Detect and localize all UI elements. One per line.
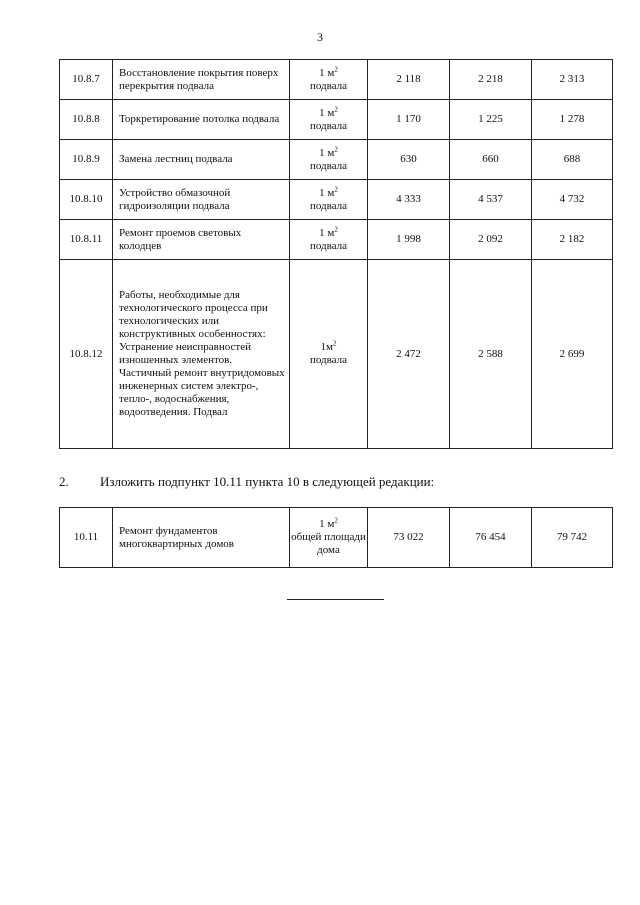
table-row (60, 220, 613, 260)
row-code: 10.8.12 (60, 260, 113, 449)
table-row (60, 100, 613, 140)
row-description: Замена лестниц подвала (113, 140, 290, 180)
row-unit: 1 $м^2$ подвала (290, 140, 368, 180)
row-value-2: 660 (450, 140, 532, 180)
row-value-3: 4 732 (532, 180, 613, 220)
row-value-2: 2 092 (450, 220, 532, 260)
row-value-3: 2 313 (532, 60, 613, 100)
table-row (60, 260, 613, 449)
row-code: 10.11 (60, 508, 113, 568)
row-unit: $1м^2$ подвала (290, 260, 368, 449)
row-unit: 1 $м^2$ подвала (290, 60, 368, 100)
row-description: Торкретирование потолка подвала (113, 100, 290, 140)
row-description: Ремонт фундаментов многоквартирных домов (113, 508, 290, 568)
end-divider-line (287, 599, 384, 600)
row-value-3: 1 278 (532, 100, 613, 140)
instruction-paragraph (59, 474, 619, 490)
table-row (60, 508, 613, 568)
instruction-text: Изложить подпункт 10.11 пункта 10 в следующей редакции: (100, 474, 435, 489)
rates-table (59, 59, 613, 449)
row-code: 10.8.7 (60, 60, 113, 100)
row-value-1: 1 170 (368, 100, 450, 140)
row-value-2: 4 537 (450, 180, 532, 220)
row-unit: 1 $м^2$ подвала (290, 100, 368, 140)
row-value-3: 2 182 (532, 220, 613, 260)
row-description: Устройство обмазочной гидроизоляции подвала (113, 180, 290, 220)
row-description: Работы, необходимые для технологического процесса при технологических или конструктивных особенностях: Устранение неисправностей изношенных элементов. Частичный ремонт внутридомовых инженерных систем электро-, тепло-, водоснабжения, водоотведения. Подвал (113, 260, 290, 449)
row-value-3: 2 699 (532, 260, 613, 449)
row-value-1: 2 118 (368, 60, 450, 100)
replacement-table (59, 507, 613, 568)
row-value-1: 73 022 (368, 508, 450, 568)
row-unit: 1 $м^2$ подвала (290, 180, 368, 220)
row-value-1: 630 (368, 140, 450, 180)
table-row (60, 140, 613, 180)
row-value-2: 2 218 (450, 60, 532, 100)
instruction-number: 2. (59, 474, 69, 489)
row-value-1: 1 998 (368, 220, 450, 260)
row-code: 10.8.10 (60, 180, 113, 220)
row-value-1: 2 472 (368, 260, 450, 449)
row-value-3: 79 742 (532, 508, 613, 568)
row-value-2: 1 225 (450, 100, 532, 140)
row-value-2: 76 454 (450, 508, 532, 568)
table-row (60, 180, 613, 220)
row-description: Ремонт проемов световых колодцев (113, 220, 290, 260)
row-value-2: 2 588 (450, 260, 532, 449)
row-unit: 1 $м^2$ общей площади дома (290, 508, 368, 568)
row-unit: 1 $м^2$ подвала (290, 220, 368, 260)
row-description: Восстановление покрытия поверх перекрытия подвала (113, 60, 290, 100)
row-code: 10.8.8 (60, 100, 113, 140)
row-value-1: 4 333 (368, 180, 450, 220)
page-number: 3 (317, 30, 323, 44)
row-code: 10.8.11 (60, 220, 113, 260)
row-code: 10.8.9 (60, 140, 113, 180)
table-row (60, 60, 613, 100)
row-value-3: 688 (532, 140, 613, 180)
